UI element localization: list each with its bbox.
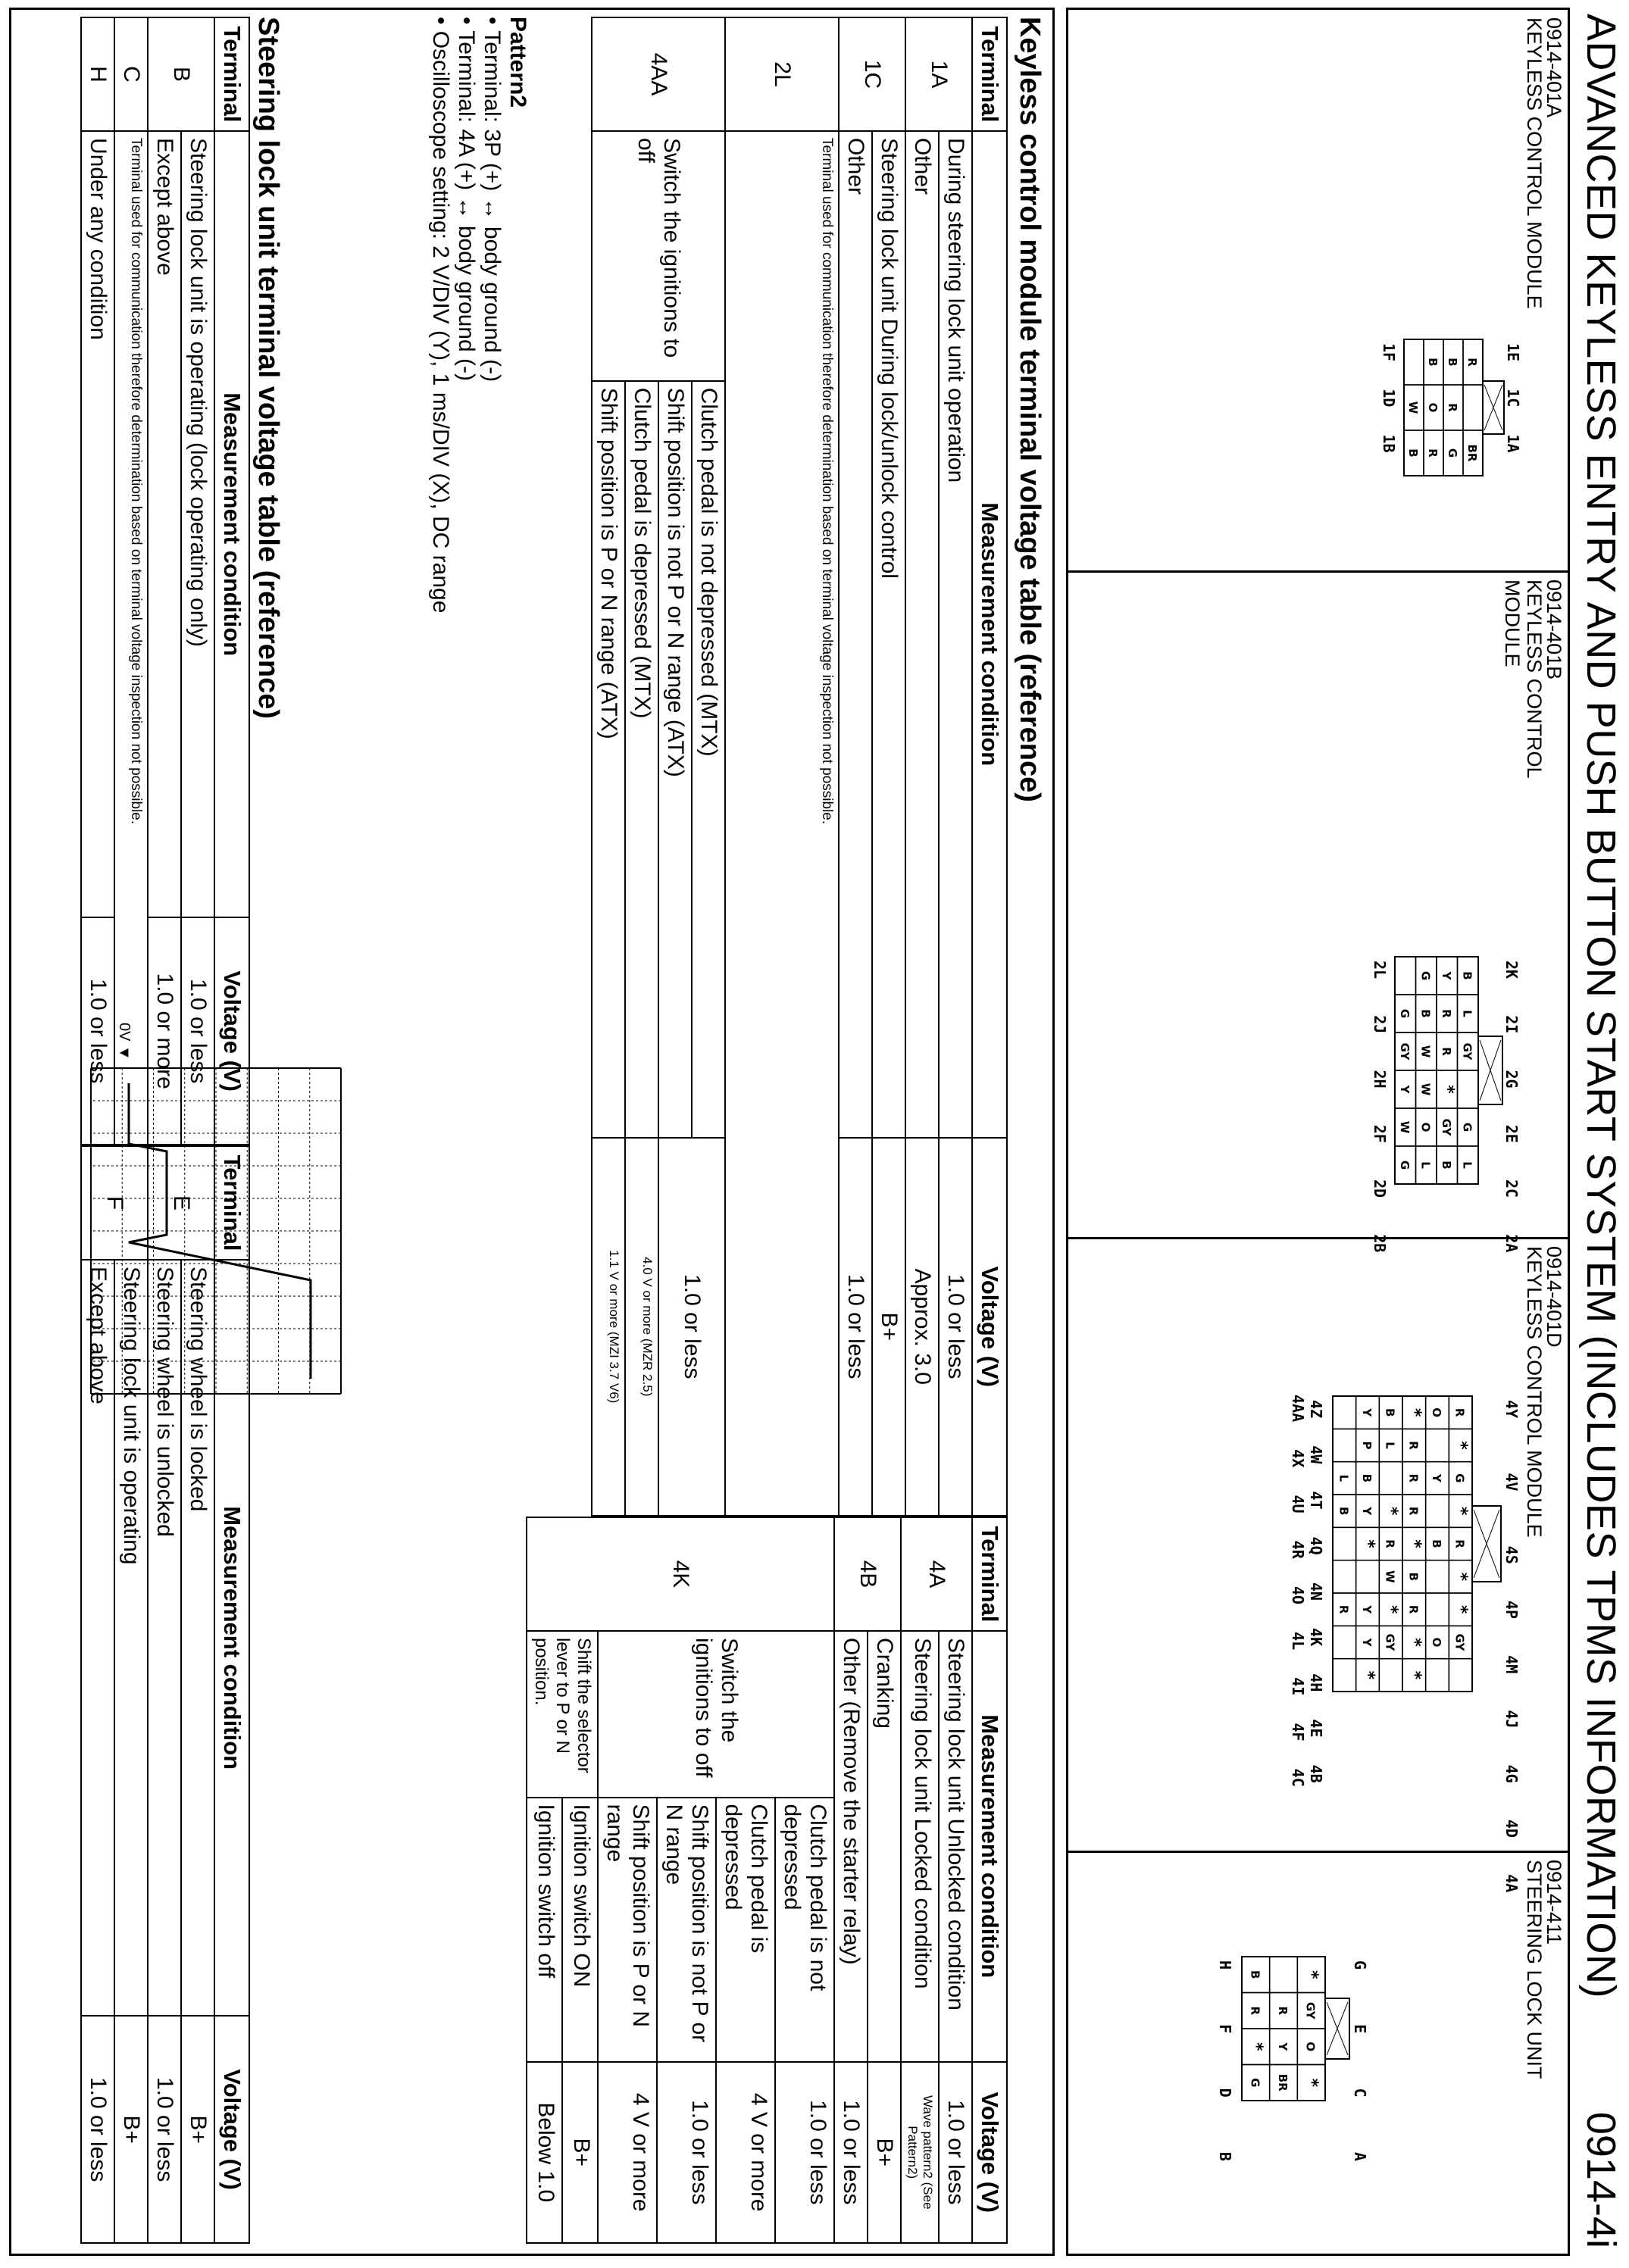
pattern2-bullet-2: • Terminal: 4A (+) ↔ body ground (-) (454, 17, 479, 381)
connector-code-401b: 0914-401B (1543, 579, 1565, 680)
connector-401d-cell (1333, 1527, 1356, 1560)
terminal-4b: 4B (834, 1517, 901, 1631)
connector-code-401a: 0914-401A (1543, 17, 1565, 118)
connector-401d-wire-color: * (1451, 1506, 1471, 1516)
steering-table-title: Steering lock unit terminal voltage table (reference) (252, 17, 284, 720)
page-title: ADVANCED KEYLESS ENTRY AND PUSH BUTTON START SYSTEM (INCLUDES TPMS INFORMATION) (1578, 14, 1624, 1998)
cond-4k-6: Ignition switch off (527, 1798, 562, 2062)
cond-4k-1: Clutch pedal is not depressed (775, 1798, 834, 2062)
connector-401b-wire-color: Y (1397, 1085, 1412, 1094)
connector-divider-2 (1068, 1237, 1568, 1239)
connector-401d-wire-color: O (1430, 1407, 1443, 1418)
connector-divider-1 (1068, 570, 1568, 573)
connector-401b-wire-color: G (1397, 1160, 1412, 1170)
connector-401d-cell (1333, 1659, 1356, 1692)
connector-411-wire-color: * (1246, 2042, 1266, 2051)
connector-401d-wire-color: * (1451, 1572, 1471, 1582)
connector-411-wire-color: O (1303, 2042, 1318, 2052)
connector-401d-wire-color: W (1383, 1570, 1397, 1583)
connector-401a-cell (1463, 385, 1483, 430)
connector-411-diagram (1237, 1953, 1351, 2104)
col-voltage-r: Voltage (V) (972, 2062, 1007, 2243)
connector-401d-wire-color: * (1359, 1670, 1377, 1680)
connector-401a-wire-color: R (1446, 403, 1459, 412)
connector-401d-wire-color: * (1381, 1604, 1401, 1614)
connector-401a-wire-color: B (1426, 358, 1440, 367)
connector-401d-wire-color: * (1359, 1539, 1377, 1548)
terminal-2l: 2L (725, 17, 839, 131)
connector-401b-wire-color: B (1460, 971, 1474, 980)
cond-h: Under any condition (81, 131, 114, 917)
connector-401b-wire-color: G (1418, 970, 1433, 981)
pattern2-block (427, 17, 530, 613)
connector-401b-wire-color: GY (1460, 1042, 1474, 1061)
connector-401b-wire-color: R (1439, 1009, 1453, 1018)
cond-4b-2: Other (Remove the starter relay) (834, 1631, 868, 2062)
connector-401d-wire-color: Y (1360, 1507, 1374, 1516)
connector-401d-cell (1333, 1396, 1356, 1429)
connector-401d-wire-color: P (1360, 1441, 1374, 1450)
volt-4b-1: B+ (868, 2062, 901, 2243)
volt-4b-2: 1.0 or less (834, 2062, 868, 2243)
connector-401d-wire-color: * (1405, 1670, 1424, 1680)
connector-401d-wire-color: R (1452, 1539, 1467, 1548)
col-measurement-r: Measurement condition (972, 1631, 1007, 2062)
cond-4aa-2: Shift position is not P or N range (ATX) (658, 381, 692, 1138)
connector-401d-wire-color: * (1405, 1638, 1424, 1647)
cond-4aa-4: Shift position is P or N range (ATX) (592, 381, 625, 1138)
zero-volt-text: 0V (116, 1023, 133, 1042)
terminal-c: C (114, 17, 148, 131)
cond-1a-2: Other (905, 131, 939, 1138)
connector-name-411: STEERING LOCK UNIT (1523, 1860, 1546, 2079)
connector-401d-wire-color: * (1451, 1441, 1471, 1450)
connector-code-411: 0914-411 (1543, 1860, 1565, 1945)
connector-401a-wire-color: W (1406, 401, 1420, 414)
cond-e-2: Steering wheel is unlocked (148, 1260, 181, 2016)
cond-b-2: Except above (148, 131, 181, 917)
connector-401d-wire-color: R (1383, 1539, 1397, 1548)
connector-401b-cell (1458, 1070, 1479, 1108)
connector-401b-wire-color: O (1418, 1122, 1433, 1132)
connector-401b-wire-color: L (1460, 1161, 1474, 1169)
connector-411-bottom-pins: H F D B (1216, 1960, 1234, 2161)
connector-401d-wire-color: G (1452, 1473, 1467, 1483)
connector-401d-wire-color: * (1381, 1506, 1401, 1516)
connector-401d-pin-row-1: 4Y 4V 4S 4P 4M 4J 4G 4D 4A (1502, 1400, 1521, 1893)
connector-401d-wire-color: * (1405, 1539, 1424, 1548)
steering-table-left (80, 17, 250, 1145)
connector-401a-wire-color: B (1446, 358, 1459, 367)
volt-h: 1.0 or less (81, 917, 114, 1145)
connector-411-wire-color: G (1248, 2078, 1262, 2088)
connector-401d-cell (1426, 1560, 1449, 1593)
connector-401d-wire-color: Y (1360, 1638, 1374, 1647)
connector-401b-wire-color: G (1460, 1122, 1474, 1132)
volt-4k-2: 4 V or more (716, 2062, 775, 2243)
connector-411-cell (1270, 1957, 1298, 1993)
col-terminal-r: Terminal (972, 1517, 1007, 1631)
keyless-table-left (591, 17, 1008, 1517)
connector-411-wire-color: R (1276, 2006, 1290, 2016)
volt-e-2: 1.0 or less (148, 2016, 181, 2243)
connector-401d-wire-color: Y (1360, 1605, 1374, 1614)
connector-401b-wire-color: W (1418, 1082, 1433, 1096)
volt-4aa-4: 1.1 V or more (MZI 3.7 V6) (592, 1138, 625, 1517)
connector-401d-wire-color: GY (1383, 1633, 1397, 1651)
connector-401b-wire-color: W (1397, 1120, 1412, 1134)
cond-4b-1: Cranking (868, 1631, 901, 2062)
connector-code-401d: 0914-401D (1543, 1246, 1565, 1348)
steering-table-right (80, 1145, 250, 2244)
keyless-table-title: Keyless control module terminal voltage table (reference) (1014, 17, 1046, 802)
connector-401d-wire-color: GY (1452, 1633, 1467, 1651)
connector-401d-diagram (1328, 1392, 1502, 1695)
connector-401d-wire-color: R (1337, 1604, 1351, 1614)
cond-1a-1: During steering lock unit operation (939, 131, 972, 1138)
connector-401b-top-pins: 2K 2I 2G 2E 2C 2A (1502, 961, 1521, 1253)
volt-1c-2: 1.0 or less (839, 1138, 872, 1517)
volt-4k-5: B+ (562, 2062, 598, 2243)
volt-4aa-12: 1.0 or less (658, 1138, 725, 1517)
volt-4k-6: Below 1.0 (527, 2062, 562, 2243)
volt-4aa-3: 4.0 V or more (MZR 2.5) (625, 1138, 658, 1517)
col-terminal: Terminal (972, 17, 1007, 131)
connector-401d-wire-color: * (1451, 1604, 1471, 1614)
connector-401b-wire-color: B (1439, 1161, 1453, 1170)
col-voltage-s: Voltage (V) (214, 917, 249, 1145)
connector-401b-wire-color: GY (1397, 1042, 1412, 1061)
connector-401d-wire-color: * (1405, 1407, 1424, 1417)
cond-e-1: Steering wheel is locked (181, 1260, 214, 2016)
connector-401b-diagram (1390, 953, 1504, 1188)
connector-401a-wire-color: BR (1465, 444, 1479, 462)
pattern2-title: Pattern2 (505, 17, 530, 108)
connector-411-top-pins: G E C A (1351, 1960, 1369, 2161)
terminal-4aa: 4AA (592, 17, 725, 131)
connector-411-wire-color: B (1248, 1970, 1262, 1979)
connector-panel (1066, 8, 1570, 2256)
connector-401a-wire-color: R (1465, 358, 1479, 367)
connector-401d-wire-color: B (1406, 1572, 1421, 1582)
connector-401d-cell (1426, 1495, 1449, 1527)
connector-401d-wire-color: R (1406, 1506, 1421, 1516)
volt-f-2: 1.0 or less (81, 2016, 114, 2243)
connector-401d-cell (1449, 1659, 1472, 1692)
connector-401b-wire-color: W (1418, 1045, 1433, 1058)
connector-401a-wire-color: G (1446, 448, 1459, 458)
col-measurement-s: Measurement condition (214, 131, 249, 917)
volt-e-1: B+ (181, 2016, 214, 2243)
cond-4k-b: Shift the selector lever to P or N position. (527, 1631, 598, 1798)
cond-2l: Terminal used for communication therefore determination based on terminal voltage inspection not possible. (725, 131, 839, 1516)
connector-name-401d: KEYLESS CONTROL MODULE (1523, 1246, 1546, 1538)
connector-411-wire-color: * (1302, 1970, 1321, 1979)
cond-4k-5: Ignition switch ON (562, 1798, 598, 2062)
connector-401a-wire-color: O (1426, 402, 1440, 413)
terminal-1c: 1C (839, 17, 905, 131)
cond-4k-3: Shift position is not P or N range (657, 1798, 716, 2062)
keyless-table-right (526, 1517, 1008, 2244)
cond-4aa: Switch the ignitions to off (592, 131, 725, 381)
volt-1a-1: 1.0 or less (939, 1138, 972, 1517)
connector-411-wire-color: * (1302, 2078, 1321, 2088)
connector-401d-cell (1379, 1659, 1402, 1692)
cond-4a-1: Steering lock unit Unlocked condition (939, 1631, 972, 2062)
connector-401b-cell (1395, 957, 1416, 995)
cond-c: Terminal used for communication therefore determination based on terminal voltage inspection not possible. (114, 131, 148, 1145)
connector-401d-wire-color: R (1406, 1473, 1421, 1483)
connector-401a-wire-color: B (1406, 448, 1420, 458)
connector-401b-wire-color: L (1418, 1161, 1433, 1169)
volt-f-1: B+ (114, 2016, 148, 2243)
connector-401d-cell (1426, 1593, 1449, 1626)
pattern2-bullet-1: • Terminal: 3P (+) ↔ body ground (-) (480, 17, 505, 383)
connector-401d-wire-color: L (1383, 1442, 1397, 1449)
arrow-icon: ▼ (116, 1045, 133, 1061)
terminal-b: B (148, 17, 214, 131)
connector-name-401b: KEYLESS CONTROL MODULE (1501, 579, 1546, 779)
cond-b-1: Steering lock unit is operating (lock operating only) (181, 131, 214, 917)
connector-401d-wire-color: B (1337, 1506, 1351, 1516)
col-measurement-s2: Measurement condition (214, 1260, 249, 2016)
terminal-e: E (148, 1146, 214, 1260)
col-voltage: Voltage (V) (972, 1138, 1007, 1517)
connector-401d-cell (1333, 1429, 1356, 1461)
connector-401b-wire-color: B (1418, 1009, 1433, 1018)
connector-401a-cell (1404, 339, 1424, 385)
connector-401d-wire-color: Y (1360, 1408, 1374, 1417)
cond-4k-4: Shift position is P or N range (598, 1798, 657, 2062)
cond-f-1: Steering lock unit is operating (114, 1260, 148, 2016)
volt-b-1: 1.0 or less (181, 917, 214, 1145)
cond-f-2: Except above (81, 1260, 114, 2016)
connector-401b-wire-color: G (1397, 1008, 1412, 1019)
volt-4k-4: 4 V or more (598, 2062, 657, 2243)
connector-name-401a: KEYLESS CONTROL MODULE (1523, 17, 1546, 309)
terminal-f: F (81, 1146, 148, 1260)
cond-1c-1: Steering lock unit During lock/unlock control (872, 131, 905, 1138)
connector-401d-wire-color: R (1406, 1441, 1421, 1450)
connector-401d-cell (1333, 1560, 1356, 1593)
col-terminal-s: Terminal (214, 17, 249, 131)
connector-411-wire-color: BR (1276, 2073, 1290, 2091)
connector-401d-cell (1426, 1429, 1449, 1461)
cond-4aa-3: Clutch pedal is depressed (MTX) (625, 381, 658, 1138)
volt-4a-2: Wave pattern2 (See Pattern2) (901, 2062, 939, 2243)
connector-411-wire-color: R (1248, 2006, 1262, 2016)
connector-401b-wire-color: R (1439, 1047, 1453, 1056)
connector-divider-3 (1068, 1851, 1568, 1853)
connector-401d-pin-row-2: 4Z 4W 4T 4Q 4N 4K 4H 4E 4B (1307, 1400, 1325, 1783)
connector-401d-cell (1426, 1659, 1449, 1692)
connector-401b-bottom-pins: 2L 2J 2H 2F 2D 2B (1371, 961, 1389, 1253)
pattern2-bullet-3: • Oscilloscope setting: 2 V/DIV (Y), 1 ms/DIV (X), DC range (428, 17, 453, 614)
terminal-1a: 1A (905, 17, 972, 131)
connector-411-wire-color: Y (1276, 2042, 1290, 2051)
volt-b-2: 1.0 or more (148, 917, 181, 1145)
terminal-h: H (81, 17, 114, 131)
cond-4k-2: Clutch pedal is depressed (716, 1798, 775, 2062)
connector-401d-wire-color: Y (1430, 1473, 1443, 1482)
connector-401a-top-pins: 1E 1C 1A (1504, 343, 1522, 453)
volt-1c-1: B+ (872, 1138, 905, 1517)
col-terminal-s2: Terminal (214, 1146, 249, 1260)
connector-401d-cell (1379, 1462, 1402, 1495)
volt-4k-1: 1.0 or less (775, 2062, 834, 2243)
connector-401a-diagram (1399, 336, 1505, 480)
connector-401d-wire-color: L (1337, 1474, 1351, 1482)
connector-411-wire-color: GY (1303, 2001, 1318, 2020)
connector-401d-wire-color: O (1430, 1637, 1443, 1648)
connector-401d-wire-color: B (1383, 1407, 1397, 1417)
connector-401d-pin-row-3: 4AA 4X 4U 4R 4O 4L 4I 4F 4C (1289, 1395, 1307, 1787)
connector-401d-wire-color: R (1406, 1604, 1421, 1614)
connector-401b-wire-color: * (1437, 1085, 1457, 1094)
terminal-4a: 4A (901, 1517, 972, 1631)
connector-401d-cell (1333, 1626, 1356, 1658)
connector-401a-wire-color: R (1426, 448, 1440, 458)
connector-401b-wire-color: Y (1439, 971, 1453, 980)
connector-401d-cell (1356, 1560, 1380, 1593)
cond-4aa-1: Clutch pedal is not depressed (MTX) (692, 381, 725, 1138)
volt-1a-2: Approx. 3.0 (905, 1138, 939, 1517)
connector-401b-wire-color: GY (1439, 1118, 1453, 1136)
connector-401d-wire-color: B (1360, 1473, 1374, 1483)
connector-401b-wire-color: L (1460, 1010, 1474, 1017)
connector-401d-wire-color: B (1430, 1539, 1443, 1548)
connector-401d-wire-color: R (1452, 1407, 1467, 1417)
cond-1c-2: Other (839, 131, 872, 1138)
cond-4a-2: Steering lock unit Locked condition (901, 1631, 939, 2062)
terminal-4k: 4K (527, 1517, 834, 1631)
col-voltage-s2: Voltage (V) (214, 2016, 249, 2243)
connector-401a-bottom-pins: 1F 1D 1B (1380, 343, 1398, 453)
col-measurement: Measurement condition (972, 131, 1007, 1138)
cond-4k-a: Switch the ignitions to off (598, 1631, 834, 1798)
volt-4a-1: 1.0 or less (939, 2062, 972, 2243)
page-code: 0914-4i (1578, 2111, 1624, 2248)
volt-4k-3: 1.0 or less (657, 2062, 716, 2243)
